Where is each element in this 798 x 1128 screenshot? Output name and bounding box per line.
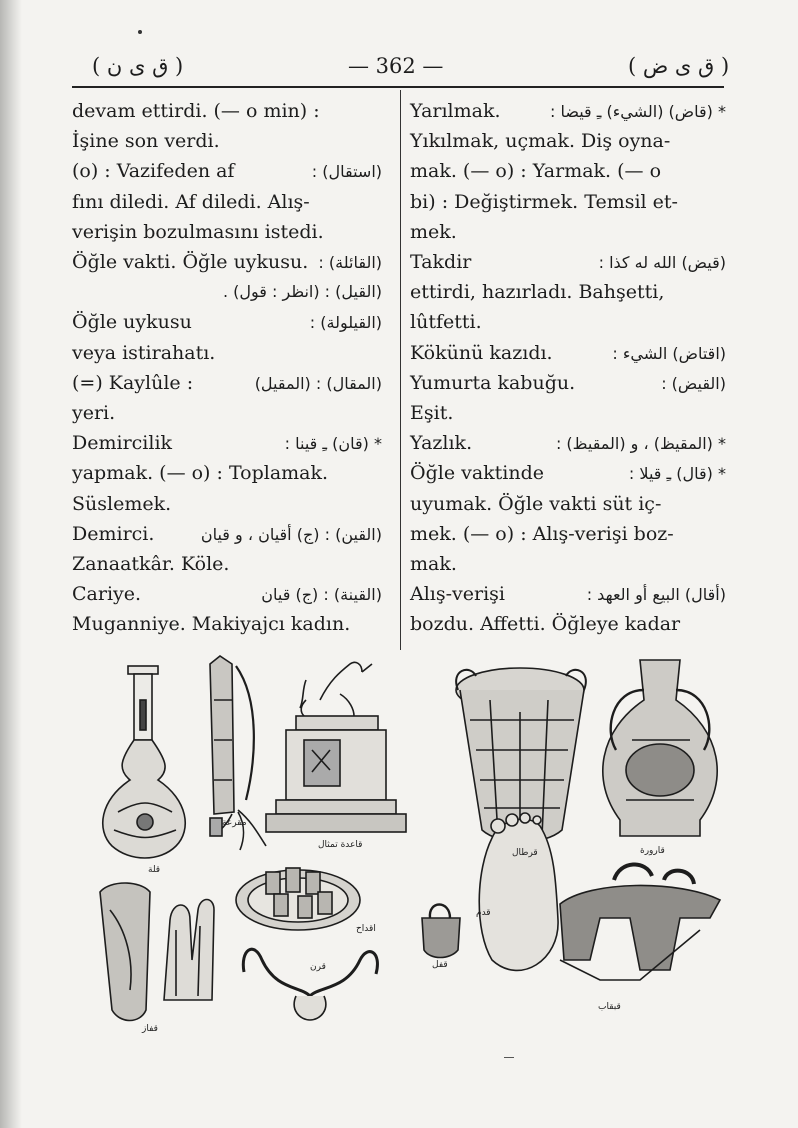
vase-illustration xyxy=(603,660,717,836)
entry-text: yapmak. (— o) : Toplamak. xyxy=(72,462,329,485)
entry-text: Öğle vakti. Öğle uykusu. xyxy=(72,251,309,273)
entry-text: mek. (— o) : Alış-verişi boz- xyxy=(410,522,674,545)
entry-arabic: (المقال) : (المقيل) xyxy=(254,373,382,393)
caption-bottle: قلة xyxy=(148,865,161,875)
entry-text: uyumak. Öğle vakti süt iç- xyxy=(410,492,662,515)
entry-arabic: (استقال) : xyxy=(311,162,382,182)
entry-text: Alış-verişi xyxy=(410,583,506,606)
entry-text: Yıkılmak, uçmak. Diş oyna- xyxy=(410,130,671,153)
bottom-mark xyxy=(504,1057,514,1058)
caption-whip: مقرعة xyxy=(222,818,247,828)
entry-text: (=) Kaylûle : xyxy=(72,371,194,394)
caption-cups: اقداح xyxy=(356,924,376,934)
caption-horns: قرن xyxy=(310,962,326,972)
entry-text: fını diledi. Af diledi. Alış- xyxy=(72,190,310,213)
entry-arabic: * (قان) ـِ قينا : xyxy=(284,434,382,454)
gloves-illustration xyxy=(100,883,214,1021)
entry-text: Yazlık. xyxy=(410,432,473,455)
entry-text: ettirdi, hazırladı. Bahşetti, xyxy=(410,281,665,304)
entry-text: Demirci. xyxy=(72,522,155,545)
entry-text: İşine son verdi. xyxy=(72,130,220,153)
entry-text: mak. (— o) : Yarmak. (— o xyxy=(410,160,662,183)
entry-text: mak. xyxy=(410,553,457,575)
entry-arabic: (أقال) البيع أو العهد : xyxy=(586,585,726,605)
entry-text: Yumurta kabuğu. xyxy=(410,371,576,394)
entry-text: Süslemek. xyxy=(72,492,172,515)
entry-text: (o) : Vazifeden af xyxy=(72,160,235,183)
caption-clogs: قبقاب xyxy=(598,1002,621,1012)
entry-arabic: * (قال) ـِ قيلا : xyxy=(628,464,726,484)
entry-arabic: * (قاض) (الشيء) ـِ قيضا : xyxy=(549,102,726,121)
entry-text: veya istirahatı. xyxy=(72,341,216,364)
caption-vase: قارورة xyxy=(640,846,665,856)
entry-text: lûtfetti. xyxy=(410,311,482,334)
entry-text: Takdir xyxy=(410,251,472,273)
entry-arabic: (القائلة) : xyxy=(318,253,382,272)
header-right-guide: ( ق ى ض ) xyxy=(628,54,730,78)
padlock-illustration xyxy=(422,905,460,958)
entry-text: Cariye. xyxy=(72,583,142,606)
page-number: — 362 — xyxy=(348,54,444,78)
entry-arabic: (القين) : (ج) أقيان ، و قيان xyxy=(200,524,382,544)
entry-text: bozdu. Affetti. Öğleye kadar xyxy=(410,613,681,636)
entry-text: Muganniye. Makiyajcı kadın. xyxy=(72,613,351,636)
caption-padlock: قفل xyxy=(432,960,448,970)
caption-statue-base: قاعدة تمثال xyxy=(318,840,363,850)
entry-arabic: (القيل) : (انظر : قول) . xyxy=(222,282,382,302)
caption-gloves: قفاز xyxy=(142,1024,158,1034)
entry-text: Öğle uykusu xyxy=(72,311,192,334)
entry-text: Yarılmak. xyxy=(410,100,501,122)
entry-text: Kökünü kazıdı. xyxy=(410,341,553,364)
entry-text: bi) : Değiştirmek. Temsil et- xyxy=(410,190,678,213)
header-left-guide: ( ق ى ن ) xyxy=(92,54,184,78)
entry-arabic: (القيض) : xyxy=(661,373,726,393)
clogs-illustration xyxy=(560,864,720,980)
entry-text: Eşit. xyxy=(410,402,454,424)
entry-text: devam ettirdi. (— o min) : xyxy=(72,100,320,122)
entry-arabic: (القيلولة) : xyxy=(309,313,382,333)
entry-text: verişin bozulmasını istedi. xyxy=(72,220,324,243)
statue-base-illustration xyxy=(266,662,406,832)
tray-with-cups-illustration xyxy=(236,868,360,930)
entry-text: Demircilik xyxy=(72,432,173,455)
entry-arabic: (قيض) الله له كذا : xyxy=(598,253,726,272)
entry-text: yeri. xyxy=(72,402,116,424)
bottle-illustration xyxy=(103,666,185,858)
entry-text: mek. xyxy=(410,220,457,243)
entry-arabic: (القينة) : (ج) قيان xyxy=(261,585,382,605)
entry-arabic: * (المقيظ) ، و (المقيظ) : xyxy=(555,434,726,454)
entry-arabic: (اقتاض) الشيء : xyxy=(612,343,726,363)
caption-basket: قرطال xyxy=(512,848,538,858)
horns-illustration xyxy=(243,949,377,1020)
caption-foot: قدم xyxy=(476,908,491,918)
entry-text: Zanaatkâr. Köle. xyxy=(72,553,230,575)
entry-text: Öğle vaktinde xyxy=(410,462,545,485)
